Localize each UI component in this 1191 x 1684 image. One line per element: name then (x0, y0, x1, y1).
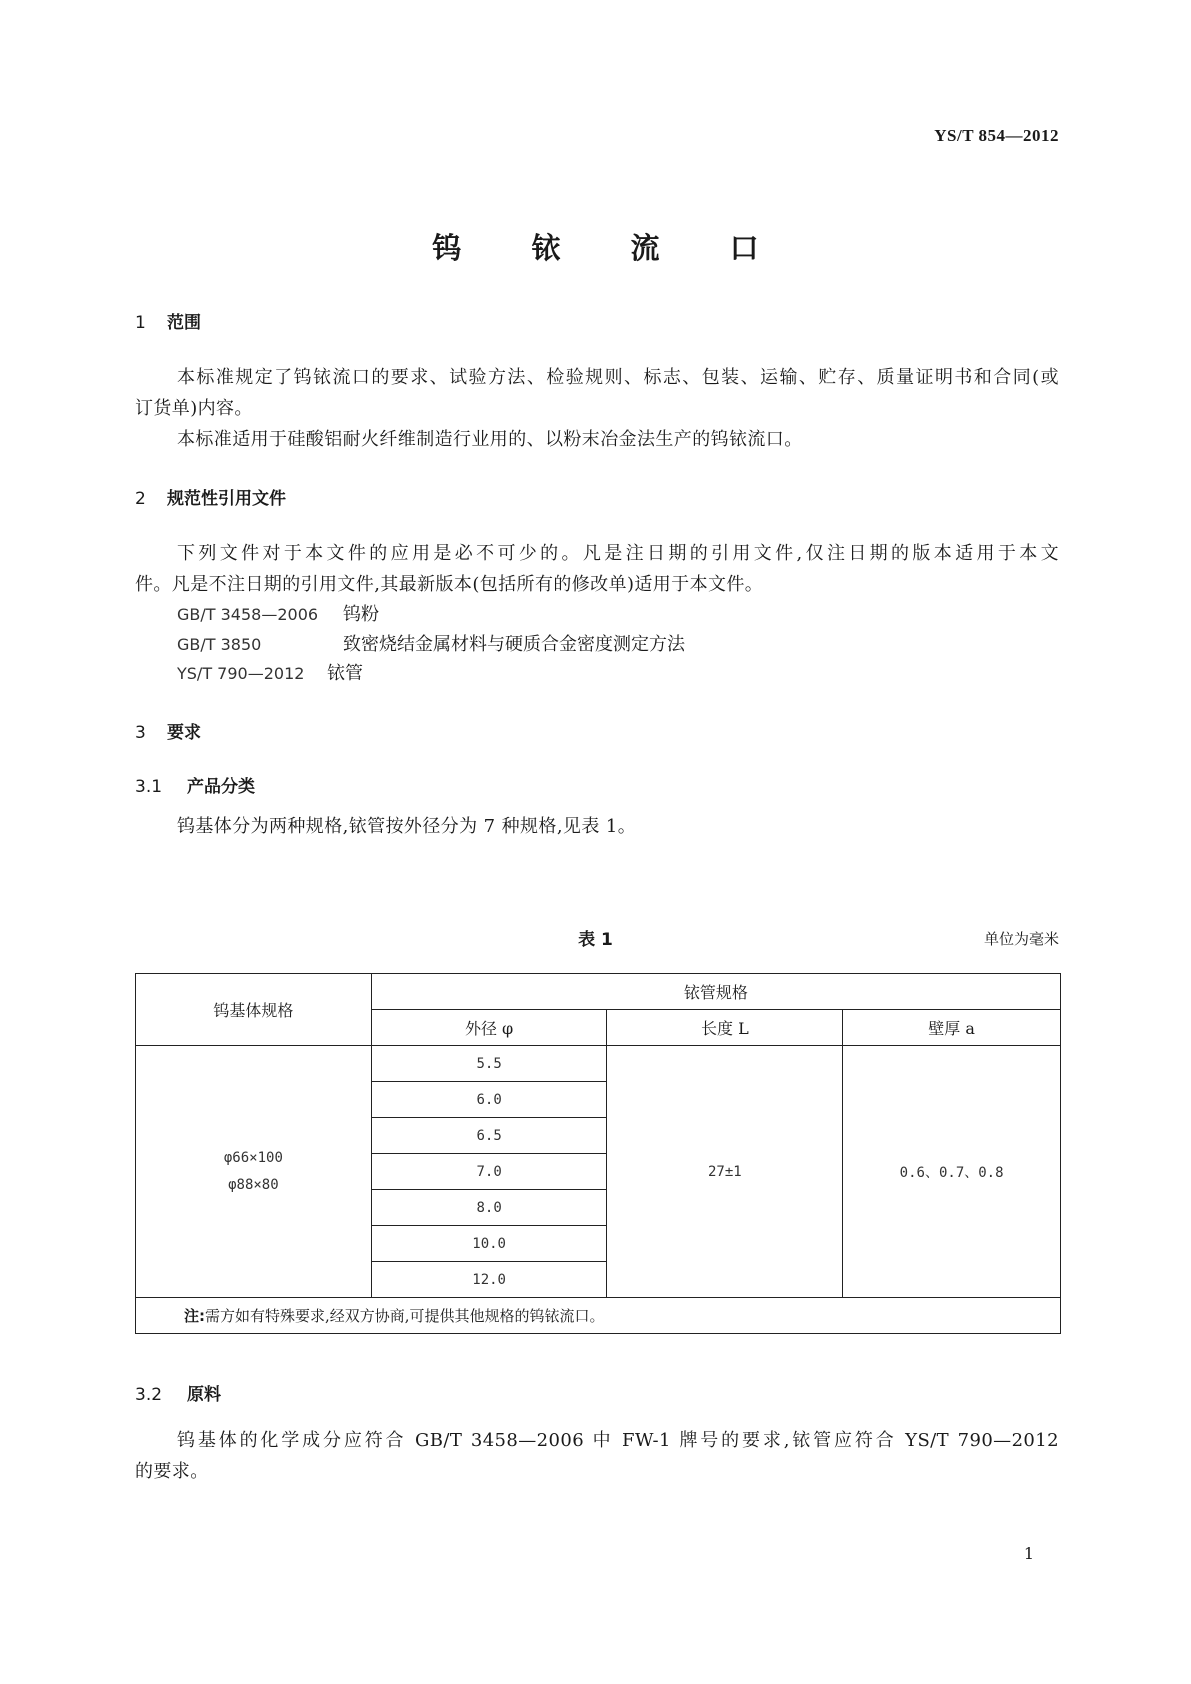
section-2-paragraph-1 (135, 538, 1059, 600)
header-length: 长度 L (607, 1010, 843, 1046)
outer-diameter-cell: 10.0 (371, 1226, 607, 1262)
table-unit: 单位为毫米 (983, 930, 1059, 948)
section-1-paragraph-2 (135, 424, 1059, 455)
outer-diameter-cell: 7.0 (371, 1154, 607, 1190)
document-title: 钨 铱 流 口 (432, 231, 789, 265)
section-1-p1-line-1: 本标准规定了钨铱流口的要求、试验方法、检验规则、标志、包装、运输、贮存、质量证明书和合同(或 (177, 367, 1059, 388)
section-3-number: 3 (135, 723, 146, 743)
reference-code: YS/T 790—2012 (177, 664, 305, 683)
table-caption: 表 1 (578, 930, 613, 950)
section-2-p1-line-1: 下列文件对于本文件的应用是必不可少的。凡是注日期的引用文件,仅注日期的版本适用于本文 (177, 543, 1059, 564)
section-1-p1-line-2: 订货单)内容。 (135, 398, 253, 419)
base-spec-value: φ66×100 (223, 1149, 283, 1166)
reference-item (177, 600, 379, 626)
header-base-spec: 钨基体规格 (136, 974, 372, 1046)
section-2-title: 规范性引用文件 (167, 489, 286, 509)
outer-diameter-cell: 8.0 (371, 1190, 607, 1226)
section-3-2-title: 原料 (187, 1385, 221, 1405)
section-1-number: 1 (135, 313, 146, 333)
reference-item (177, 630, 685, 656)
section-3-2-number: 3.2 (135, 1385, 163, 1405)
section-3-title: 要求 (167, 723, 201, 743)
reference-name: 钨粉 (343, 604, 379, 625)
section-3-heading (135, 718, 201, 743)
outer-diameter-cell: 5.5 (371, 1046, 607, 1082)
section-3-1-title: 产品分类 (187, 777, 255, 797)
reference-name: 铱管 (327, 663, 363, 684)
page-number: 1 (1023, 1544, 1034, 1563)
reference-code: GB/T 3850 (177, 635, 262, 654)
outer-diameter-cell: 6.5 (371, 1118, 607, 1154)
section-2-number: 2 (135, 489, 146, 509)
section-3-2-heading (135, 1380, 221, 1405)
section-3-1-paragraph (135, 811, 1059, 842)
base-spec-value: φ88×80 (228, 1176, 279, 1193)
section-2-heading (135, 484, 286, 509)
wall-thickness-cell: 0.6、0.7、0.8 (843, 1046, 1061, 1298)
section-1-p2: 本标准适用于硅酸铝耐火纤维制造行业用的、以粉末冶金法生产的钨铱流口。 (177, 429, 803, 450)
reference-item (177, 659, 363, 685)
section-1-title: 范围 (167, 313, 201, 333)
header-wall-thickness: 壁厚 a (843, 1010, 1061, 1046)
section-3-2-paragraph (135, 1425, 1059, 1487)
note-label: 注: (184, 1307, 205, 1325)
section-3-2-p1-line-2: 的要求。 (135, 1461, 209, 1482)
section-3-1-heading (135, 772, 255, 797)
standard-number: YS/T 854—2012 (934, 126, 1059, 145)
reference-name: 致密烧结金属材料与硬质合金密度测定方法 (343, 634, 685, 655)
section-3-1-p1: 钨基体分为两种规格,铱管按外径分为 7 种规格,见表 1。 (177, 816, 637, 837)
section-3-1-number: 3.1 (135, 777, 163, 797)
spec-table (135, 973, 1061, 1334)
length-cell: 27±1 (607, 1046, 843, 1298)
note-text: 需方如有特殊要求,经双方协商,可提供其他规格的钨铱流口。 (205, 1307, 605, 1325)
section-3-2-p1-line-1: 钨基体的化学成分应符合 GB/T 3458—2006 中 FW-1 牌号的要求,铱管应符合 YS/T 790—2012 (177, 1430, 1059, 1451)
header-tube-spec: 铱管规格 (371, 974, 1060, 1010)
section-2-p1-line-2: 件。凡是不注日期的引用文件,其最新版本(包括所有的修改单)适用于本文件。 (135, 574, 764, 595)
header-outer-diameter: 外径 φ (371, 1010, 607, 1046)
table-note (136, 1298, 1061, 1334)
base-spec-cell (136, 1046, 372, 1298)
outer-diameter-cell: 12.0 (371, 1262, 607, 1298)
section-1-heading (135, 308, 201, 333)
reference-code: GB/T 3458—2006 (177, 605, 319, 624)
section-1-paragraph-1 (135, 362, 1059, 424)
outer-diameter-cell: 6.0 (371, 1082, 607, 1118)
